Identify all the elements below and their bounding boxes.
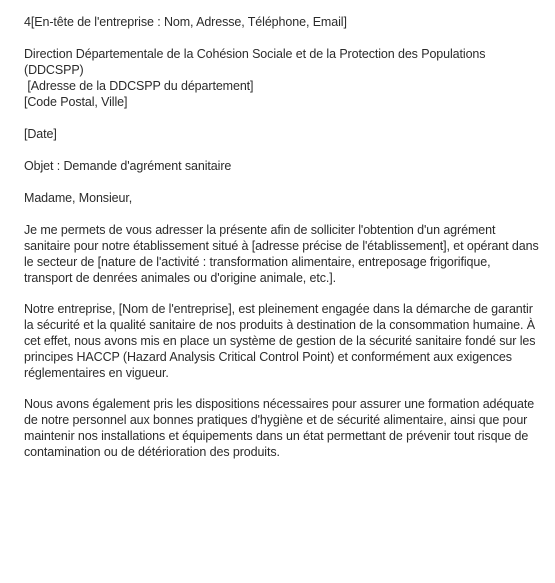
letter-salutation: Madame, Monsieur, [24, 191, 133, 205]
recipient-name: Direction Départementale de la Cohésion Sociale et de la Protection des Populations [24, 47, 486, 61]
recipient-address: [Adresse de la DDCSPP du département] [24, 79, 254, 93]
body-paragraph-2: Notre entreprise, [Nom de l'entreprise], est pleinement engagée dans la démarche de garantir la sécurité et la qualité sanitaire de nos produits à destination de la consommation humaine. À cet effet, nous avons mis en place un système de gestion de la sécurité sanitaire fondé sur les principes HACCP (Hazard Analysis Critical Control Point) et conformément aux exigences réglementaires en vigueur. [24, 302, 536, 380]
recipient-acronym: (DDCSPP) [24, 63, 84, 77]
recipient-postal: [Code Postal, Ville] [24, 95, 128, 109]
body-paragraph-1: Je me permets de vous adresser la présente afin de solliciter l'obtention d'un agrément sanitaire pour notre établissement situé à [adresse précise de l'établissement], et opérant dans le secteur de [nature de l'activité : transformation alimentaire, entreposage frigorifique, transport de denrées animales ou d'origine animale, etc.]. [24, 223, 539, 285]
body-paragraph-3: Nous avons également pris les dispositions nécessaires pour assurer une formation adéquate de notre personnel aux bonnes pratiques d'hygiène et de sécurité alimentaire, ainsi que pour maintenir nos installations et équipements dans un état permettant de prévenir tout risque de contamination ou de détérioration des produits. [24, 397, 535, 459]
recipient-block [24, 46, 541, 110]
letter-subject: Objet : Demande d'agrément sanitaire [24, 159, 232, 173]
letter-header: 4[En-tête de l'entreprise : Nom, Adresse, Téléphone, Email] [24, 15, 347, 29]
letter-date: [Date] [24, 127, 57, 141]
